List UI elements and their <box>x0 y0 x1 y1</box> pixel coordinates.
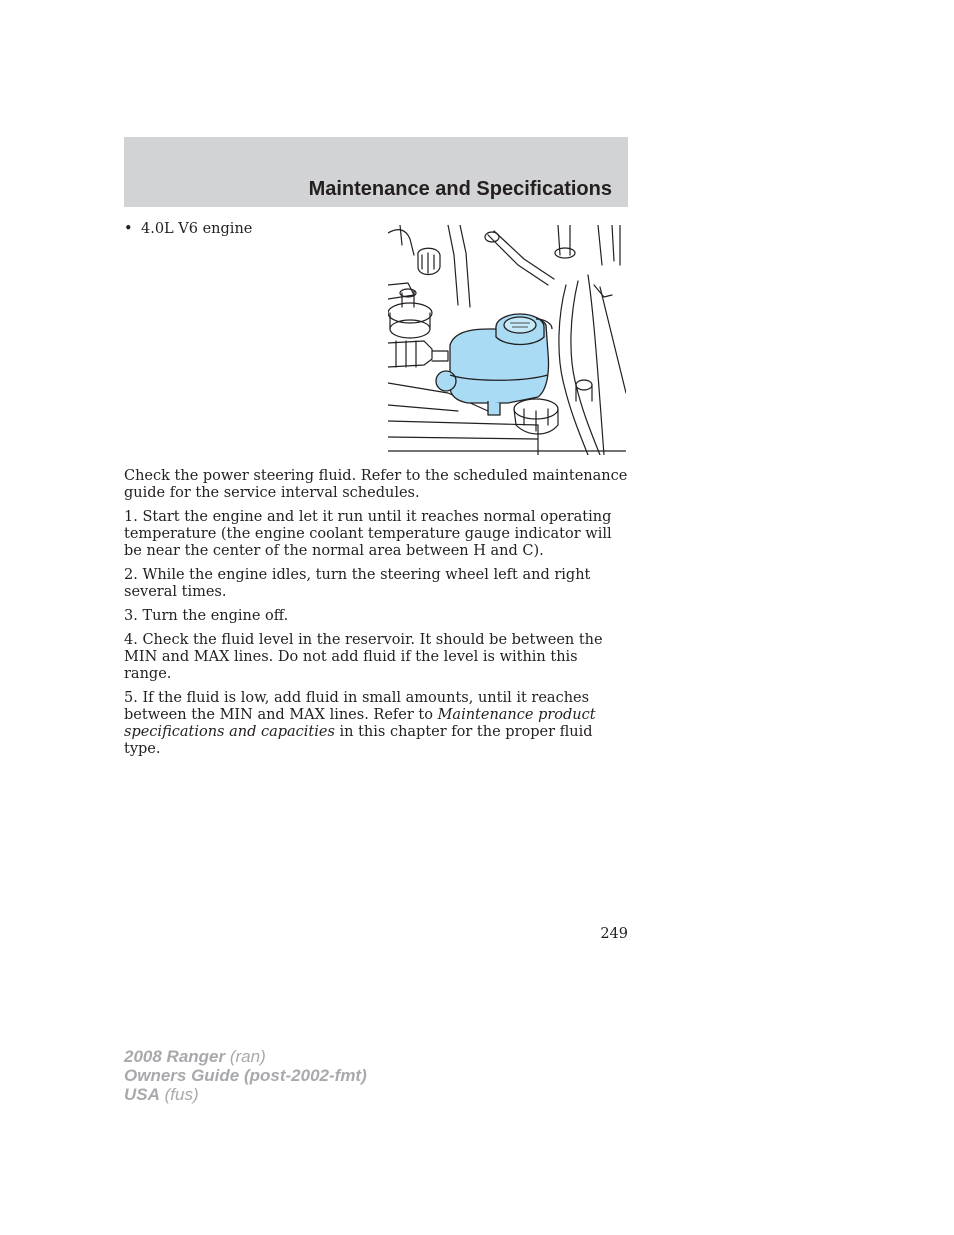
step-2: 2. While the engine idles, turn the steering wheel left and right several times. <box>124 567 591 600</box>
section-title: Maintenance and Specifications <box>308 178 612 200</box>
step-5 <box>124 690 628 758</box>
footer-guide: Owners Guide (post-2002-fmt) <box>124 1066 367 1085</box>
footer-line-1 <box>124 1047 367 1066</box>
step-3: 3. Turn the engine off. <box>124 608 289 624</box>
bullet-dot: • <box>124 221 133 237</box>
document-footer <box>124 1047 367 1104</box>
footer-market-code: (fus) <box>159 1085 199 1104</box>
step-1: 1. Start the engine and let it run until it reaches normal operating temperature (the engine coolant temperature gauge indicator will be near the center of the normal area between H and C). <box>124 509 612 559</box>
step-5-end: in this chapter for the proper fluid type. <box>124 724 593 757</box>
step-4: 4. Check the fluid level in the reservoir. It should be between the MIN and MAX lines. Do not add fluid if the level is within this range. <box>124 632 603 682</box>
specifications-reference: Maintenance product specifications and capacities <box>124 707 596 740</box>
power-steering-reservoir-illustration <box>388 225 626 455</box>
footer-line-3 <box>124 1085 367 1104</box>
engine-bullet-text: 4.0L V6 engine <box>141 221 253 237</box>
page-number: 249 <box>600 926 628 942</box>
engine-bay-drawing <box>388 225 626 455</box>
footer-line-2 <box>124 1066 367 1085</box>
step-5-start: 5. If the fluid is low, add fluid in small amounts, until it reaches between the MIN and MAX lines. Refer to <box>124 690 590 723</box>
intro-paragraph: Check the power steering fluid. Refer to the scheduled maintenance guide for the service interval schedules. <box>124 468 628 501</box>
footer-model-code: (ran) <box>225 1047 266 1066</box>
instructions-text <box>124 468 628 765</box>
section-header-band <box>124 137 628 207</box>
engine-bullet <box>124 221 252 237</box>
footer-model: 2008 Ranger <box>124 1047 226 1066</box>
footer-market: USA <box>124 1085 160 1104</box>
